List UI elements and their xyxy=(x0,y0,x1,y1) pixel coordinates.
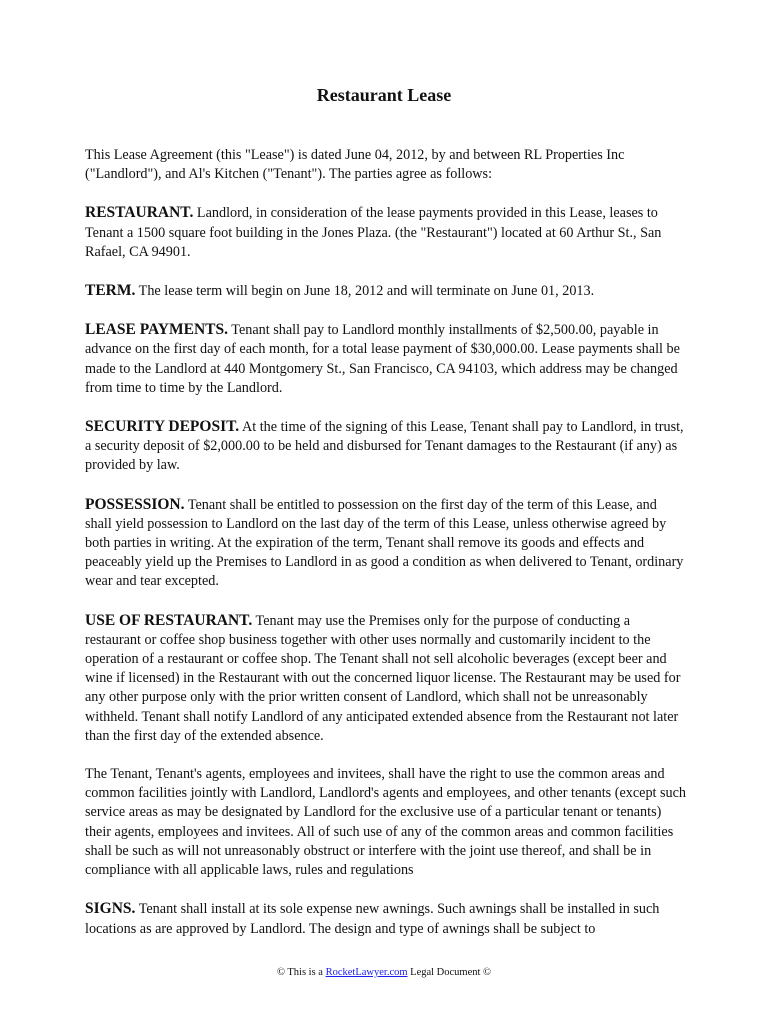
document-body xyxy=(85,146,687,958)
signs-body: Tenant shall install at its sole expense new awnings. Such awnings shall be installed in such locations as are approved by Landlord. The design and type of awnings shall be subject to xyxy=(85,901,660,937)
possession-body: Tenant shall be entitled to possession on the first day of the term of this Lease, and shall yield possession to Landlord on the last day of the term of this Lease, unless otherwise agreed by both parties in writing. At the expiration of the term, Tenant shall remove its goods and effects and peaceably yield up the Premises to Landlord in as good a condition as when delivered to Tenant, ordinary wear and tear excepted. xyxy=(85,496,684,590)
rocketlawyer-link[interactable]: RocketLawyer.com xyxy=(325,967,408,978)
intro-paragraph: This Lease Agreement (this "Lease") is dated June 04, 2012, by and between RL Properties Inc ("Landlord"), and Al's Kitchen ("Tenant"). The parties agree as follows: xyxy=(85,147,625,183)
term-heading: TERM. xyxy=(85,282,136,300)
footer-suffix: Legal Document © xyxy=(410,967,492,978)
document-footer xyxy=(0,966,768,980)
security-deposit-heading: SECURITY DEPOSIT. xyxy=(85,418,240,436)
use-of-restaurant-body: Tenant may use the Premises only for the purpose of conducting a restaurant or coffee shop business together with other uses normally and customarily incident to the operation of a restaurant or coffee shop. The Tenant shall not sell alcoholic beverages (except beer and wine if licensed) in the Restaurant with out the concerned liquor license. The Restaurant may be used for any other purpose only with the prior written consent of Landlord, which shall not be unreasonably withheld. Tenant shall notify Landlord of any anticipated extended absence from the Restaurant not later than the first day of the extended absence. xyxy=(85,612,681,744)
document-title: Restaurant Lease xyxy=(316,85,452,105)
lease-payments-heading: LEASE PAYMENTS. xyxy=(85,321,228,339)
use-of-restaurant-heading: USE OF RESTAURANT. xyxy=(85,611,253,629)
restaurant-section xyxy=(85,203,687,262)
signs-section xyxy=(85,899,687,938)
restaurant-heading: RESTAURANT. xyxy=(85,204,194,222)
possession-section xyxy=(85,495,687,592)
footer-prefix: © This is a xyxy=(276,967,323,978)
signs-heading: SIGNS. xyxy=(85,900,136,918)
security-deposit-section xyxy=(85,417,687,476)
lease-payments-body: Tenant shall pay to Landlord monthly installments of $2,500.00, payable in advance on the first day of each month, for a total lease payment of $30,000.00. Lease payments shall be made to the Landlord at 440 Montgomery St., San Francisco, CA 94103, which address may be changed from time to time by the Landlord. xyxy=(85,322,680,396)
lease-payments-section xyxy=(85,320,687,398)
term-section xyxy=(85,281,687,301)
use-of-restaurant-section xyxy=(85,611,687,746)
security-deposit-body: At the time of the signing of this Lease, Tenant shall pay to Landlord, in trust, a security deposit of $2,000.00 to be held and disbursed for Tenant damages to the Restaurant (if any) as provided by law. xyxy=(85,419,684,474)
restaurant-body: Landlord, in consideration of the lease payments provided in this Lease, leases to Tenant a 1500 square foot building in the Jones Plaza. (the "Restaurant") located at 60 Arthur St., San Rafael, CA 94901. xyxy=(85,205,662,260)
common-areas-paragraph: The Tenant, Tenant's agents, employees and invitees, shall have the right to use the common areas and common facilities jointly with Landlord, Landlord's agents and employees, and other tenants (except such service areas as may be designated by Landlord for the exclusive use of a particular tenant or tenants) their agents, employees and invitees. All of such use of any of the common areas and common facilities shall be such as will not unreasonably obstruct or interfere with the joint use thereof, and shall be in compliance with all applicable laws, rules and regulations xyxy=(85,766,687,879)
term-body: The lease term will begin on June 18, 2012 and will terminate on June 01, 2013. xyxy=(138,283,595,300)
possession-heading: POSSESSION. xyxy=(85,495,185,513)
